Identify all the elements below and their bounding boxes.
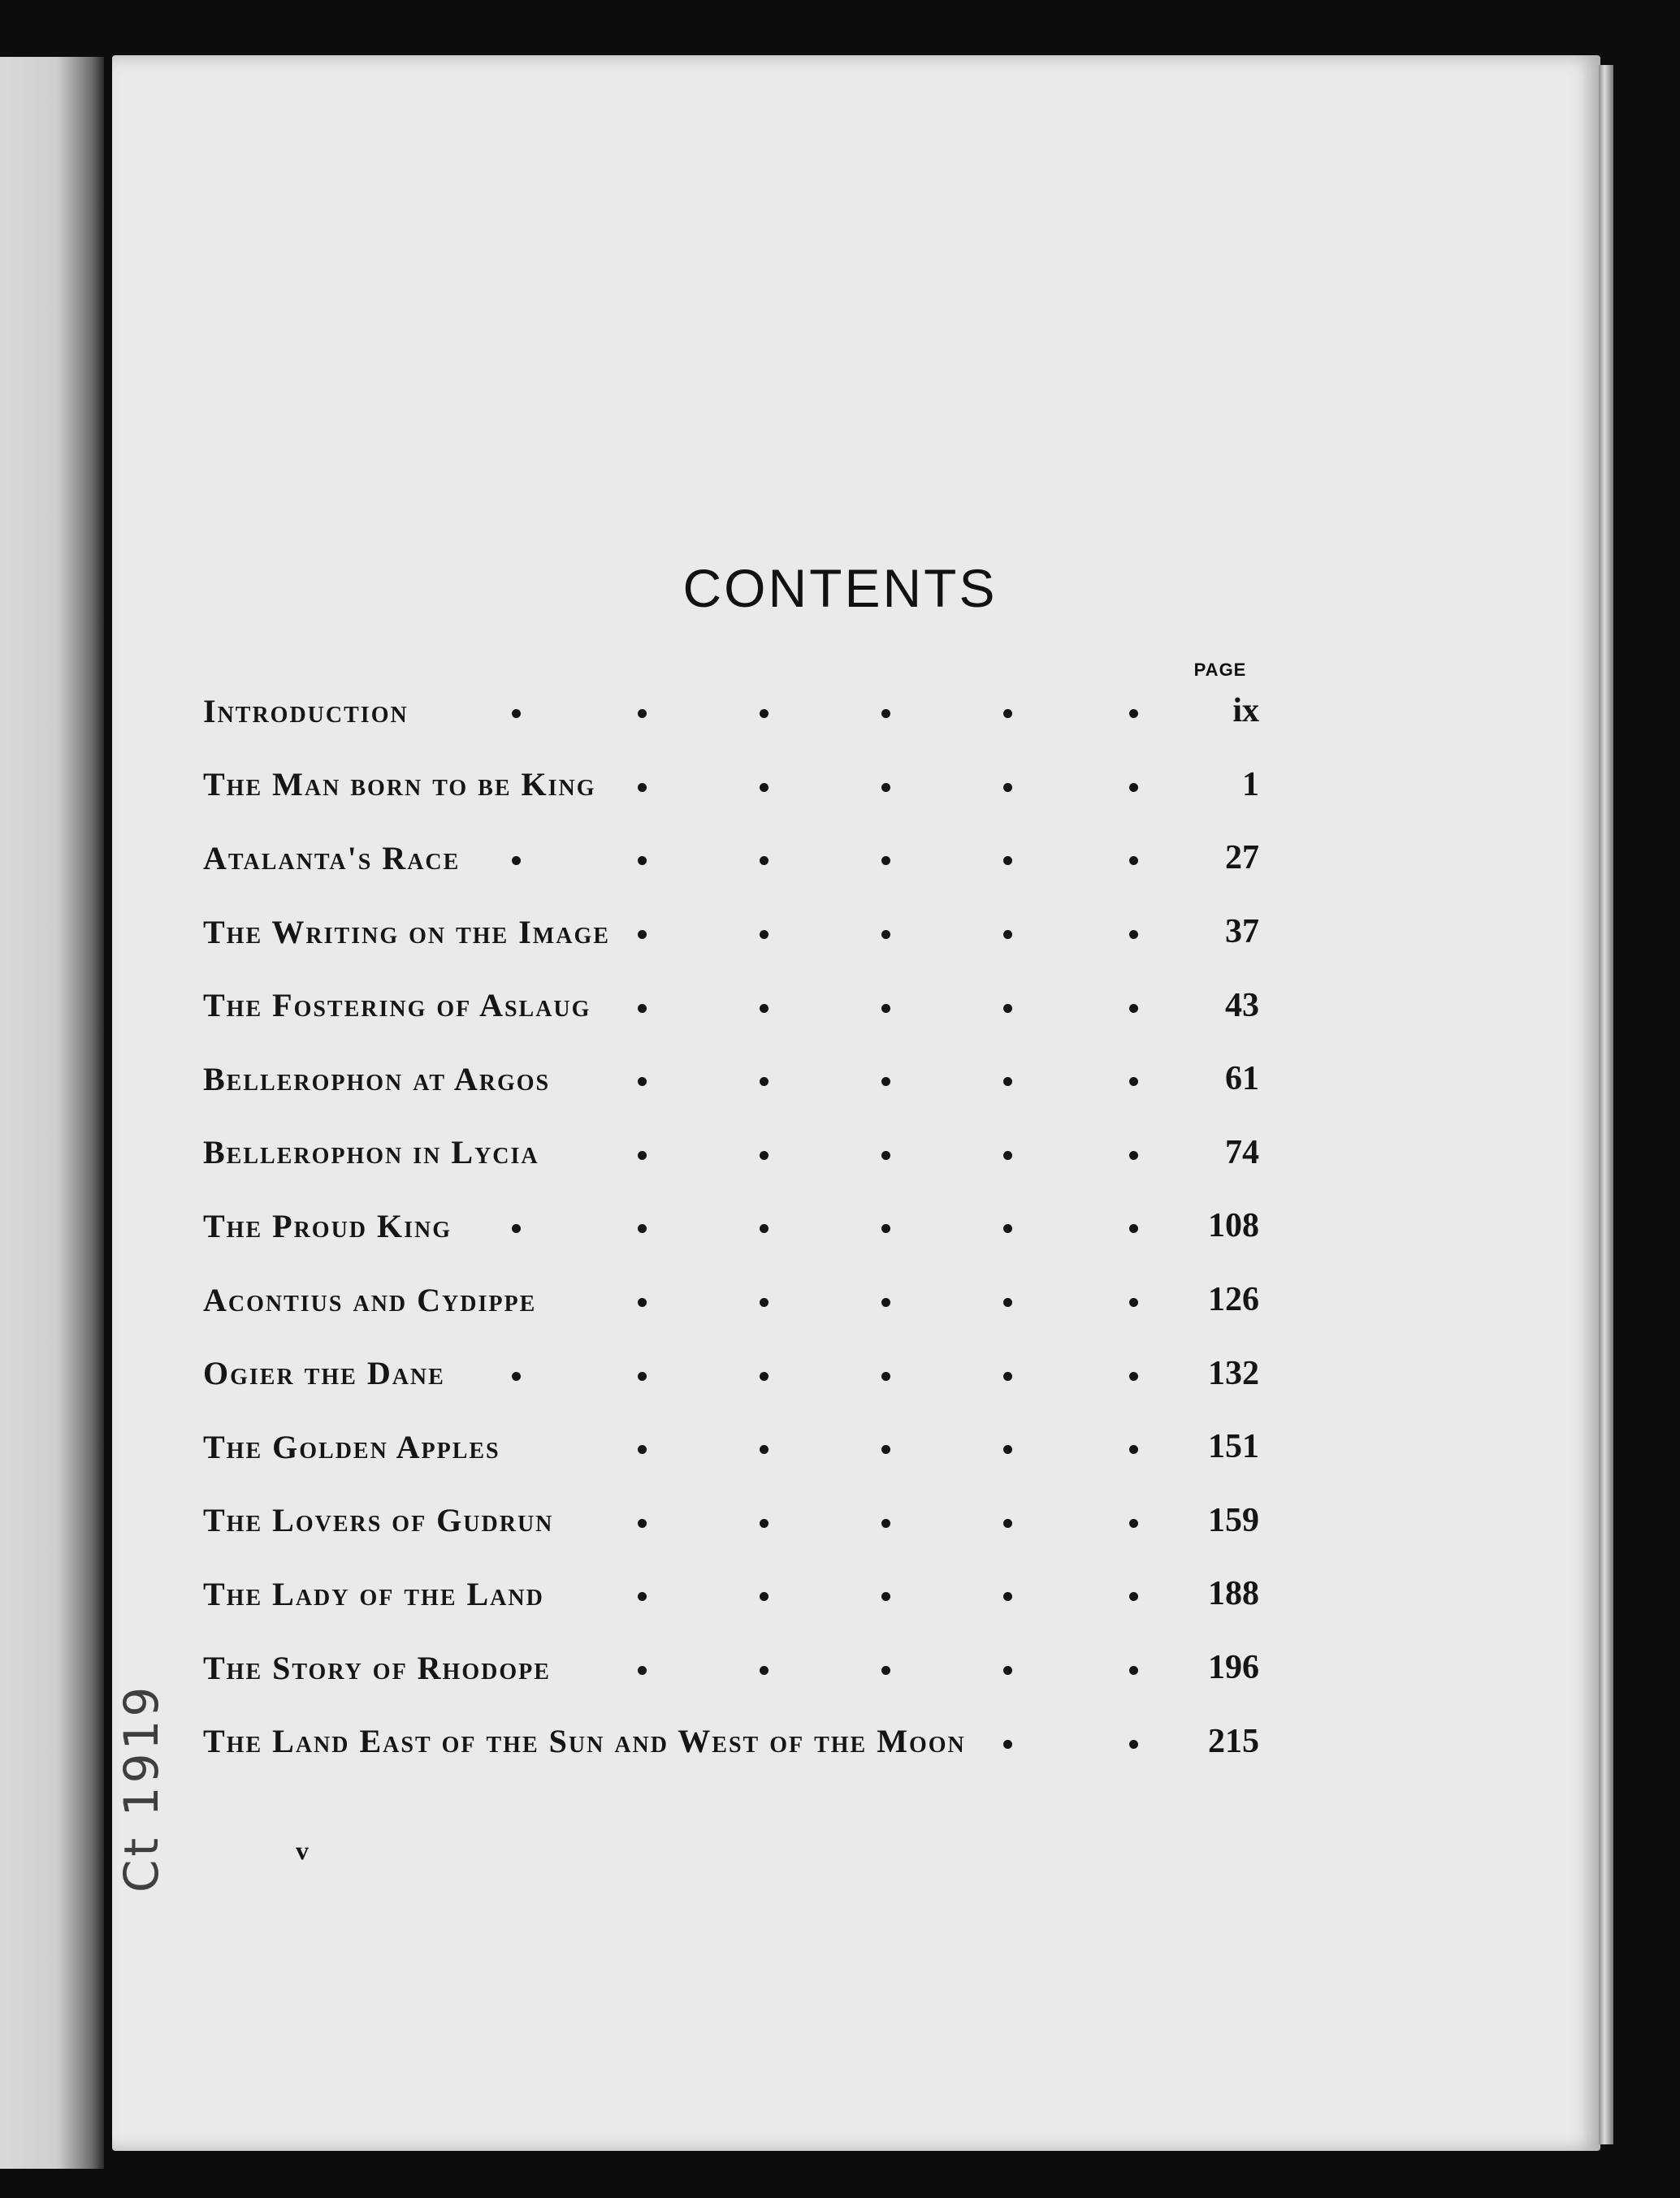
leader-dot <box>881 1519 890 1528</box>
toc-row <box>203 1042 1259 1116</box>
toc-entry-title: The Land East of the Sun and West of the Moon <box>203 1723 966 1760</box>
toc-row <box>203 1484 1259 1558</box>
leader-dot <box>1003 1592 1012 1601</box>
leader-dot <box>638 1519 647 1528</box>
toc-row <box>203 1116 1259 1190</box>
leader-dot <box>1129 1740 1138 1749</box>
toc-entry-title: Introduction <box>203 692 409 729</box>
toc-row <box>203 968 1259 1042</box>
leader-dot <box>1129 1077 1138 1086</box>
leader-dot <box>760 1298 769 1307</box>
leader-dot <box>760 930 769 939</box>
toc-entry-page: 196 <box>1208 1649 1259 1687</box>
toc-entry-page: 74 <box>1225 1133 1259 1171</box>
toc-entry-title: The Proud King <box>203 1207 452 1244</box>
leader-dot <box>760 1151 769 1160</box>
leader-dot <box>760 1666 769 1675</box>
page-title: CONTENTS <box>682 558 998 618</box>
leader-dot <box>881 1445 890 1454</box>
toc-entry-page: 132 <box>1208 1354 1259 1392</box>
toc-entry-page: 61 <box>1225 1060 1259 1098</box>
leader-dot <box>638 783 647 792</box>
toc-entry-title: The Man born to be King <box>203 766 596 803</box>
leader-dot <box>1129 1004 1138 1013</box>
toc-entry-title: Bellerophon in Lycia <box>203 1134 539 1171</box>
leader-dot <box>1003 1372 1012 1381</box>
toc-entry-page: 151 <box>1208 1428 1259 1466</box>
leader-dot <box>1003 709 1012 718</box>
leader-dot <box>1129 709 1138 718</box>
toc-entry-page: 27 <box>1225 839 1259 877</box>
leader-dot <box>638 1298 647 1307</box>
leader-dot <box>638 1224 647 1233</box>
leader-dot <box>881 1077 890 1086</box>
toc-entry-title: The Fostering of Aslaug <box>203 987 591 1024</box>
toc-row <box>203 1557 1259 1631</box>
leader-dot <box>638 930 647 939</box>
leader-dot <box>881 1666 890 1675</box>
leader-dot <box>881 1372 890 1381</box>
page-column-heading: PAGE <box>1193 660 1247 680</box>
leader-dot <box>512 709 521 718</box>
leader-dot <box>1003 783 1012 792</box>
toc-entry-page: 108 <box>1208 1207 1259 1245</box>
leader-dot <box>760 856 769 865</box>
leader-dot <box>638 709 647 718</box>
toc-row <box>203 1631 1259 1705</box>
leader-dot <box>1003 856 1012 865</box>
leader-dot <box>881 930 890 939</box>
facing-page-strip <box>0 57 104 2169</box>
toc-entry-title: The Lady of the Land <box>203 1575 544 1612</box>
leader-dot <box>881 1224 890 1233</box>
leader-dot <box>512 1372 521 1381</box>
leader-dot <box>1129 783 1138 792</box>
handwritten-margin-note: Ct 1919 <box>114 1683 169 1893</box>
page-number-footer: v <box>296 1836 309 1865</box>
leader-dot <box>760 1592 769 1601</box>
toc-entry-title: The Lovers of Gudrun <box>203 1502 554 1539</box>
leader-dot <box>638 1666 647 1675</box>
toc-entry-title: Bellerophon at Argos <box>203 1060 551 1097</box>
toc-entry-page: 37 <box>1225 913 1259 951</box>
toc-row <box>203 1189 1259 1263</box>
leader-dot <box>638 1592 647 1601</box>
toc-row <box>203 748 1259 822</box>
leader-dot <box>760 1077 769 1086</box>
toc-entry-title: The Story of Rhodope <box>203 1649 551 1686</box>
leader-dot <box>638 1077 647 1086</box>
leader-dot <box>1129 1224 1138 1233</box>
table-of-contents <box>203 674 1259 1778</box>
leader-dot <box>760 709 769 718</box>
leader-dot <box>1003 1666 1012 1675</box>
leader-dot <box>760 1224 769 1233</box>
leader-dot <box>881 1004 890 1013</box>
toc-row <box>203 1410 1259 1484</box>
page-edge <box>1599 65 1613 2144</box>
leader-dot <box>638 1004 647 1013</box>
toc-entry-title: The Writing on the Image <box>203 913 610 950</box>
leader-dot <box>1129 1666 1138 1675</box>
toc-entry-title: Ogier the Dane <box>203 1355 445 1392</box>
leader-dot <box>881 709 890 718</box>
leader-dot <box>1003 1151 1012 1160</box>
toc-row <box>203 674 1259 748</box>
leader-dot <box>1003 1077 1012 1086</box>
leader-dot <box>512 856 521 865</box>
leader-dot <box>881 783 890 792</box>
leader-dot <box>638 1445 647 1454</box>
leader-dot <box>512 1224 521 1233</box>
toc-entry-page: 1 <box>1242 765 1259 803</box>
toc-entry-page: 43 <box>1225 986 1259 1024</box>
leader-dot <box>1129 1592 1138 1601</box>
toc-entry-title: Atalanta's Race <box>203 839 461 876</box>
leader-dot <box>881 856 890 865</box>
leader-dot <box>1129 1151 1138 1160</box>
leader-dot <box>1003 1519 1012 1528</box>
leader-dot <box>638 1372 647 1381</box>
leader-dot <box>1003 1004 1012 1013</box>
leader-dot <box>760 1445 769 1454</box>
leader-dot <box>638 1151 647 1160</box>
toc-row <box>203 1704 1259 1778</box>
leader-dot <box>1003 1224 1012 1233</box>
toc-entry-page: 126 <box>1208 1281 1259 1319</box>
toc-entry-title: Acontius and Cydippe <box>203 1281 537 1318</box>
toc-entry-page: 159 <box>1208 1501 1259 1539</box>
leader-dot <box>1129 1445 1138 1454</box>
leader-dot <box>760 1519 769 1528</box>
toc-entry-page: 188 <box>1208 1575 1259 1613</box>
leader-dot <box>760 1004 769 1013</box>
toc-entry-page: 215 <box>1208 1722 1259 1760</box>
leader-dot <box>1003 1445 1012 1454</box>
toc-row <box>203 1336 1259 1410</box>
toc-entry-page: ix <box>1232 692 1259 730</box>
leader-dot <box>1129 1519 1138 1528</box>
leader-dot <box>1129 930 1138 939</box>
toc-row <box>203 821 1259 895</box>
leader-dot <box>760 783 769 792</box>
leader-dot <box>1129 1372 1138 1381</box>
toc-entry-title: The Golden Apples <box>203 1428 500 1465</box>
leader-dot <box>1003 1740 1012 1749</box>
leader-dot <box>1003 930 1012 939</box>
toc-row <box>203 895 1259 969</box>
leader-dot <box>1129 1298 1138 1307</box>
leader-dot <box>881 1151 890 1160</box>
leader-dot <box>1129 856 1138 865</box>
leader-dot <box>1003 1298 1012 1307</box>
leader-dot <box>881 1592 890 1601</box>
toc-row <box>203 1263 1259 1337</box>
leader-dot <box>881 1298 890 1307</box>
leader-dot <box>638 856 647 865</box>
leader-dot <box>760 1372 769 1381</box>
